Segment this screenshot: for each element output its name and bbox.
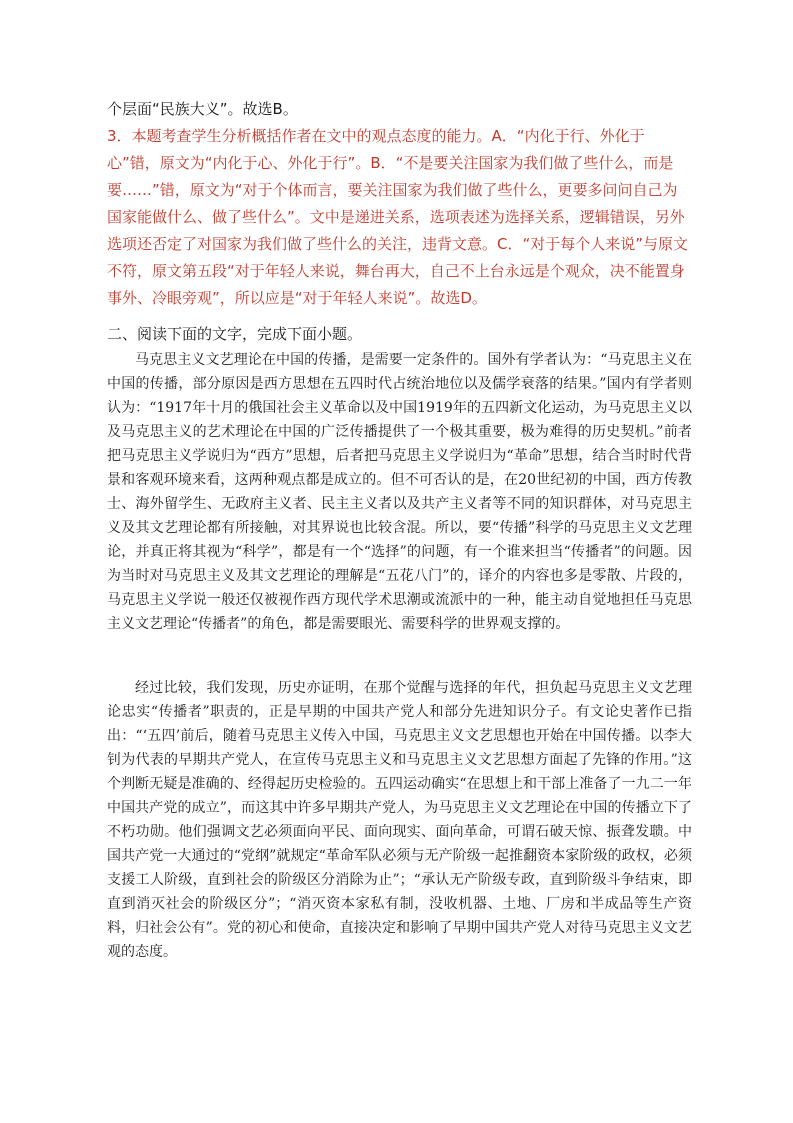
answer-item-3: 3．本题考查学生分析概括作者在文中的观点态度的能力。A．“内化于行、外化于心”错，原文为“内化于心、外化于行”。B．“不是要关注国家为我们做了些什么，而是要……”错，原文为“对于个体而言，要关注国家为我们做了些什么，更要多问问自己为国家能做什么、做了些什么”。文中是递进关系，选项表述为选择关系，逻辑错误，另外选项还否定了对国家为我们做了些什么的关注，违背文意。C．“对于每个人来说”与原文不符，原文第五段“对于年轻人来说，舞台再大，自己不上台永远是个观众，决不能置身事外、冷眼旁观”，所以应是“对于年轻人来说”。故选D。 xyxy=(107,127,689,307)
passage-paragraph-2: 经过比较，我们发现，历史亦证明，在那个觉醒与选择的年代，担负起马克思主义文艺理论忠实“传播者”职责的，正是早期的中国共产党人和部分先进知识分子。有文论史著作已指出：“‘五四’前后，随着马克思主义传入中国，马克思主义文艺思想也开始在中国传播。以李大钊为代表的早期共产党人，在宣传马克思主义和马克思主义文艺思想方面起了先锋的作用。”这个判断无疑是准确的、经得起历史检验的。五四运动确实“在思想上和干部上准备了一九二一年中国共产党的成立”，而这其中许多早期共产党人，为马克思主义文艺理论在中国的传播立下了不朽功勋。他们强调文艺必须面向平民、面向现实、面向革命，可谓石破天惊、振聋发聩。中国共产党一大通过的“党纲”就规定“革命军队必须与无产阶级一起推翻资本家阶级的政权，必须支援工人阶级，直到社会的阶级区分消除为止”；“承认无产阶级专政，直到阶级斗争结束，即直到消灭社会的阶级区分”；“消灭资本家私有制，没收机器、土地、厂房和半成品等生产资料，归社会公有”。党的初心和使命，直接决定和影响了早期中国共产党人对待马克思主义文艺观的态度。 xyxy=(107,680,692,960)
answer-explanation xyxy=(107,96,692,312)
passage-paragraph-1: 马克思主义文艺理论在中国的传播，是需要一定条件的。国外有学者认为：“马克思主义在中国的传播，部分原因是西方思想在五四时代占统治地位以及儒学衰落的结果。”国内有学者则认为：“1917年十月的俄国社会主义革命以及中国1919年的五四新文化运动，为马克思主义以及马克思主义的艺术理论在中国的广泛传播提供了一个极其重要，极为难得的历史契机。”前者把马克思主义学说归为“西方”思想，后者把马克思主义学说归为“革命”思想，结合当时时代背景和客观环境来看，这两种观点都是成立的。但不可否认的是，在20世纪初的中国，西方传教士、海外留学生、无政府主义者、民主主义者以及共产主义者等不同的知识群体，对马克思主义及其文艺理论都有所接触，对其界说也比较含混。所以，要“传播”科学的马克思主义文艺理论，并真正将其视为“科学”，都是有一个“选择”的问题，有一个谁来担当“传播者”的问题。因为当时对马克思主义及其文艺理论的理解是“五花八门”的，译介的内容也多是零散、片段的，马克思主义学说一般还仅被视作西方现代学术思潮或流派中的一种，能主动自觉地担任马克思主义文艺理论“传播者”的角色，都是需要眼光、需要科学的世界观支撑的。 xyxy=(107,352,692,632)
answer-intro-line: 个层面“民族大义”。故选B。 xyxy=(107,100,298,118)
section-heading: 二、阅读下面的文字，完成下面小题。 xyxy=(107,325,363,343)
